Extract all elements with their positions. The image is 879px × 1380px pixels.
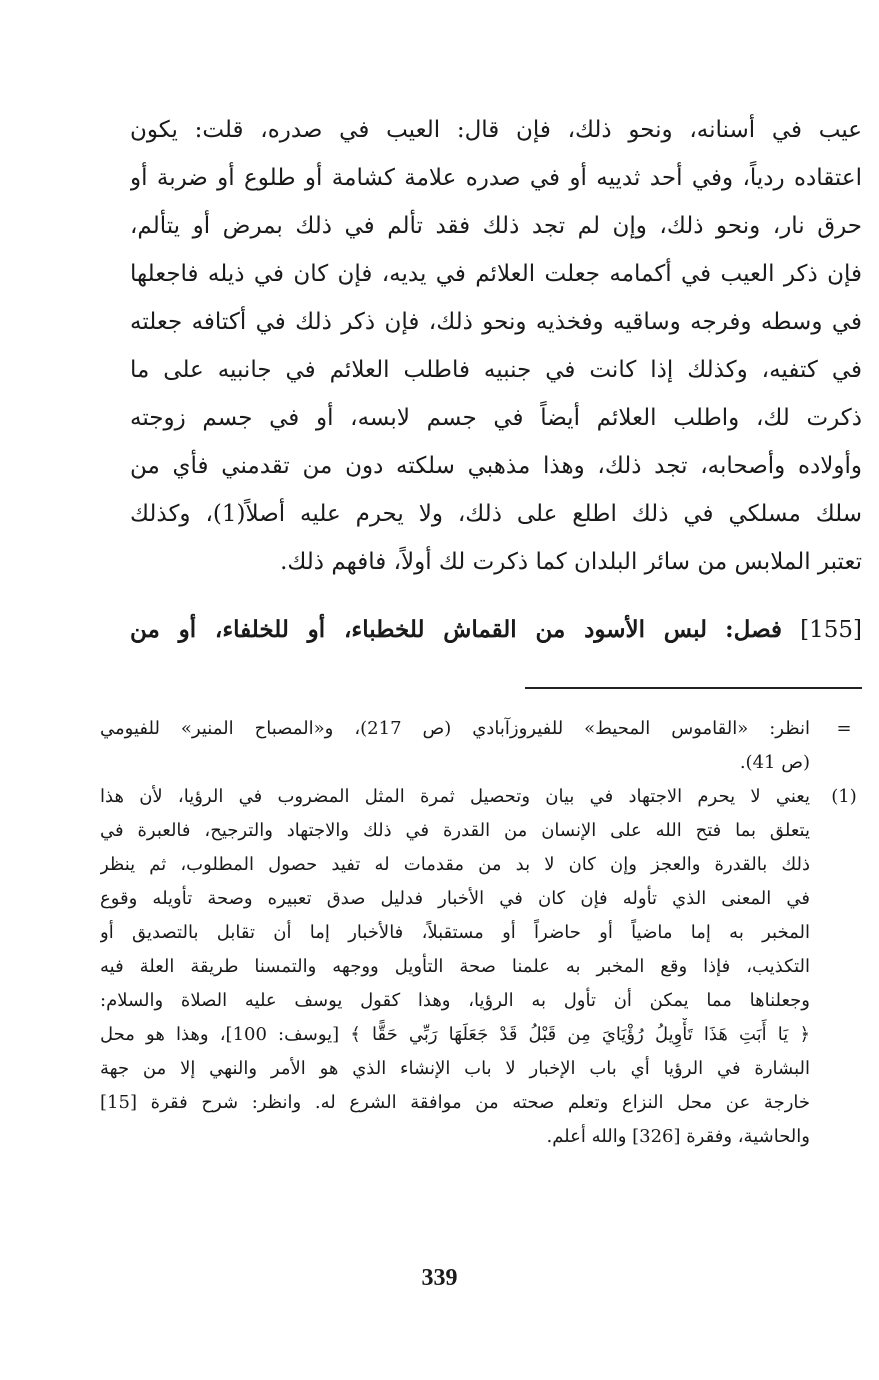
footnote-line: في المعنى الذي تأوله فإن كان في الأخبار فدليل صدق تعبيره وصحة تأويله وقوع: [100, 888, 810, 909]
footnote-line: والحاشية، وفقرة [326] والله أعلم.: [546, 1126, 810, 1147]
footnote-line: وجعلناها مما يمكن أن تأول به الرؤيا، وهذا كقول يوسف عليه الصلاة والسلام:: [100, 990, 810, 1011]
footnote-continuation: [100, 712, 862, 780]
footnote-mark: (1): [831, 786, 857, 807]
footnote-1: [100, 780, 862, 1154]
footnote-quran-line: ﴿ يَا أَبَتِ هَذَا تَأْوِيلُ رُؤْيَايَ مِن قَبْلُ قَدْ جَعَلَهَا رَبِّي حَقًّا ﴾ [يوسف: 100]، وهذا هو محل: [100, 1024, 810, 1045]
page-number: 339: [421, 1265, 458, 1291]
footnote-line: البشارة في الرؤيا أي باب الإخبار لا باب الإنشاء الذي هو الأمر والنهي إلا من جهة: [100, 1058, 810, 1079]
section-number: [155]: [800, 617, 862, 643]
footnotes: [100, 712, 862, 1154]
main-text-line: حرق نار، ونحو ذلك، وإن لم تجد ذلك فقد تألم في ذلك بمرض أو يتألم،: [130, 213, 862, 239]
main-text-line: في كتفيه، وكذلك إذا كانت في جنبيه فاطلب العلائم في جانبيه على ما: [130, 357, 862, 383]
main-text-line: وأولاده وأصحابه، تجد ذلك، وهذا مذهبي سلكته دون من تقدمني فأي من: [130, 453, 862, 479]
main-text-line: اعتقاده ردياً، وفي أحد ثدييه أو في صدره علامة كشامة أو طلوع أو ضربة أو: [130, 165, 862, 191]
footnote-mark: =: [836, 718, 852, 739]
section-label: فصل:: [725, 616, 783, 643]
main-text: [130, 106, 862, 586]
footnote-line: (ص 41).: [739, 752, 810, 773]
footnote-line: يعني لا يحرم الاجتهاد في بيان وتحصيل ثمرة المثل المضروب في الرؤيا، لأن هذا: [100, 786, 810, 807]
footnote-separator: [525, 687, 862, 689]
main-text-line: ذكرت لك، واطلب العلائم أيضاً في جسم لابسه، أو في جسم زوجته: [130, 405, 862, 431]
footnote-line: ذلك بالقدرة والعجز وإن كان لا بد من مقدمات له تفيد حصول المطلوب، ثم ينظر: [100, 854, 810, 875]
section-title: لبس الأسود من القماش للخطباء، أو للخلفاء، أو من: [130, 616, 708, 643]
main-text-line: سلك مسلكي في ذلك اطلع على ذلك، ولا يحرم عليه أصلاً(1)، وكذلك: [130, 501, 862, 527]
main-text-line: فإن ذكر العيب في أكمامه جعلت العلائم في يديه، فإن كان في ذيله فاجعلها: [130, 261, 862, 287]
footnote-line: يتعلق بما فتح الله على الإنسان من القدرة في ذلك والاجتهاد والترجيح، فالعبرة في: [100, 820, 810, 841]
main-text-line: في وسطه وفرجه وساقيه وفخذيه ونحو ذلك، فإن ذكر ذلك في أكتافه جعلته: [130, 309, 862, 335]
footnote-line: خارجة عن محل النزاع وتعلم صحته من موافقة الشرع له. وانظر: شرح فقرة [15]: [100, 1092, 810, 1113]
footnote-line: التكذيب، فإذا وقع المخبر به علمنا صحة التأويل ووجهه والتمسنا طريقة العلة فيه: [100, 956, 810, 977]
footnote-line: انظر: «القاموس المحيط» للفيروزآبادي (ص 217)، و«المصباح المنير» للفيومي: [100, 718, 810, 739]
main-text-line: عيب في أسنانه، ونحو ذلك، فإن قال: العيب في صدره، قلت: يكون: [130, 117, 862, 143]
section-heading: [130, 606, 862, 654]
main-text-line: تعتبر الملابس من سائر البلدان كما ذكرت لك أولاً، فافهم ذلك.: [280, 549, 862, 575]
footnote-line: المخبر به إما ماضياً أو حاضراً أو مستقبلاً، فالأخبار إما أن تقابل بالتصديق أو: [100, 922, 810, 943]
